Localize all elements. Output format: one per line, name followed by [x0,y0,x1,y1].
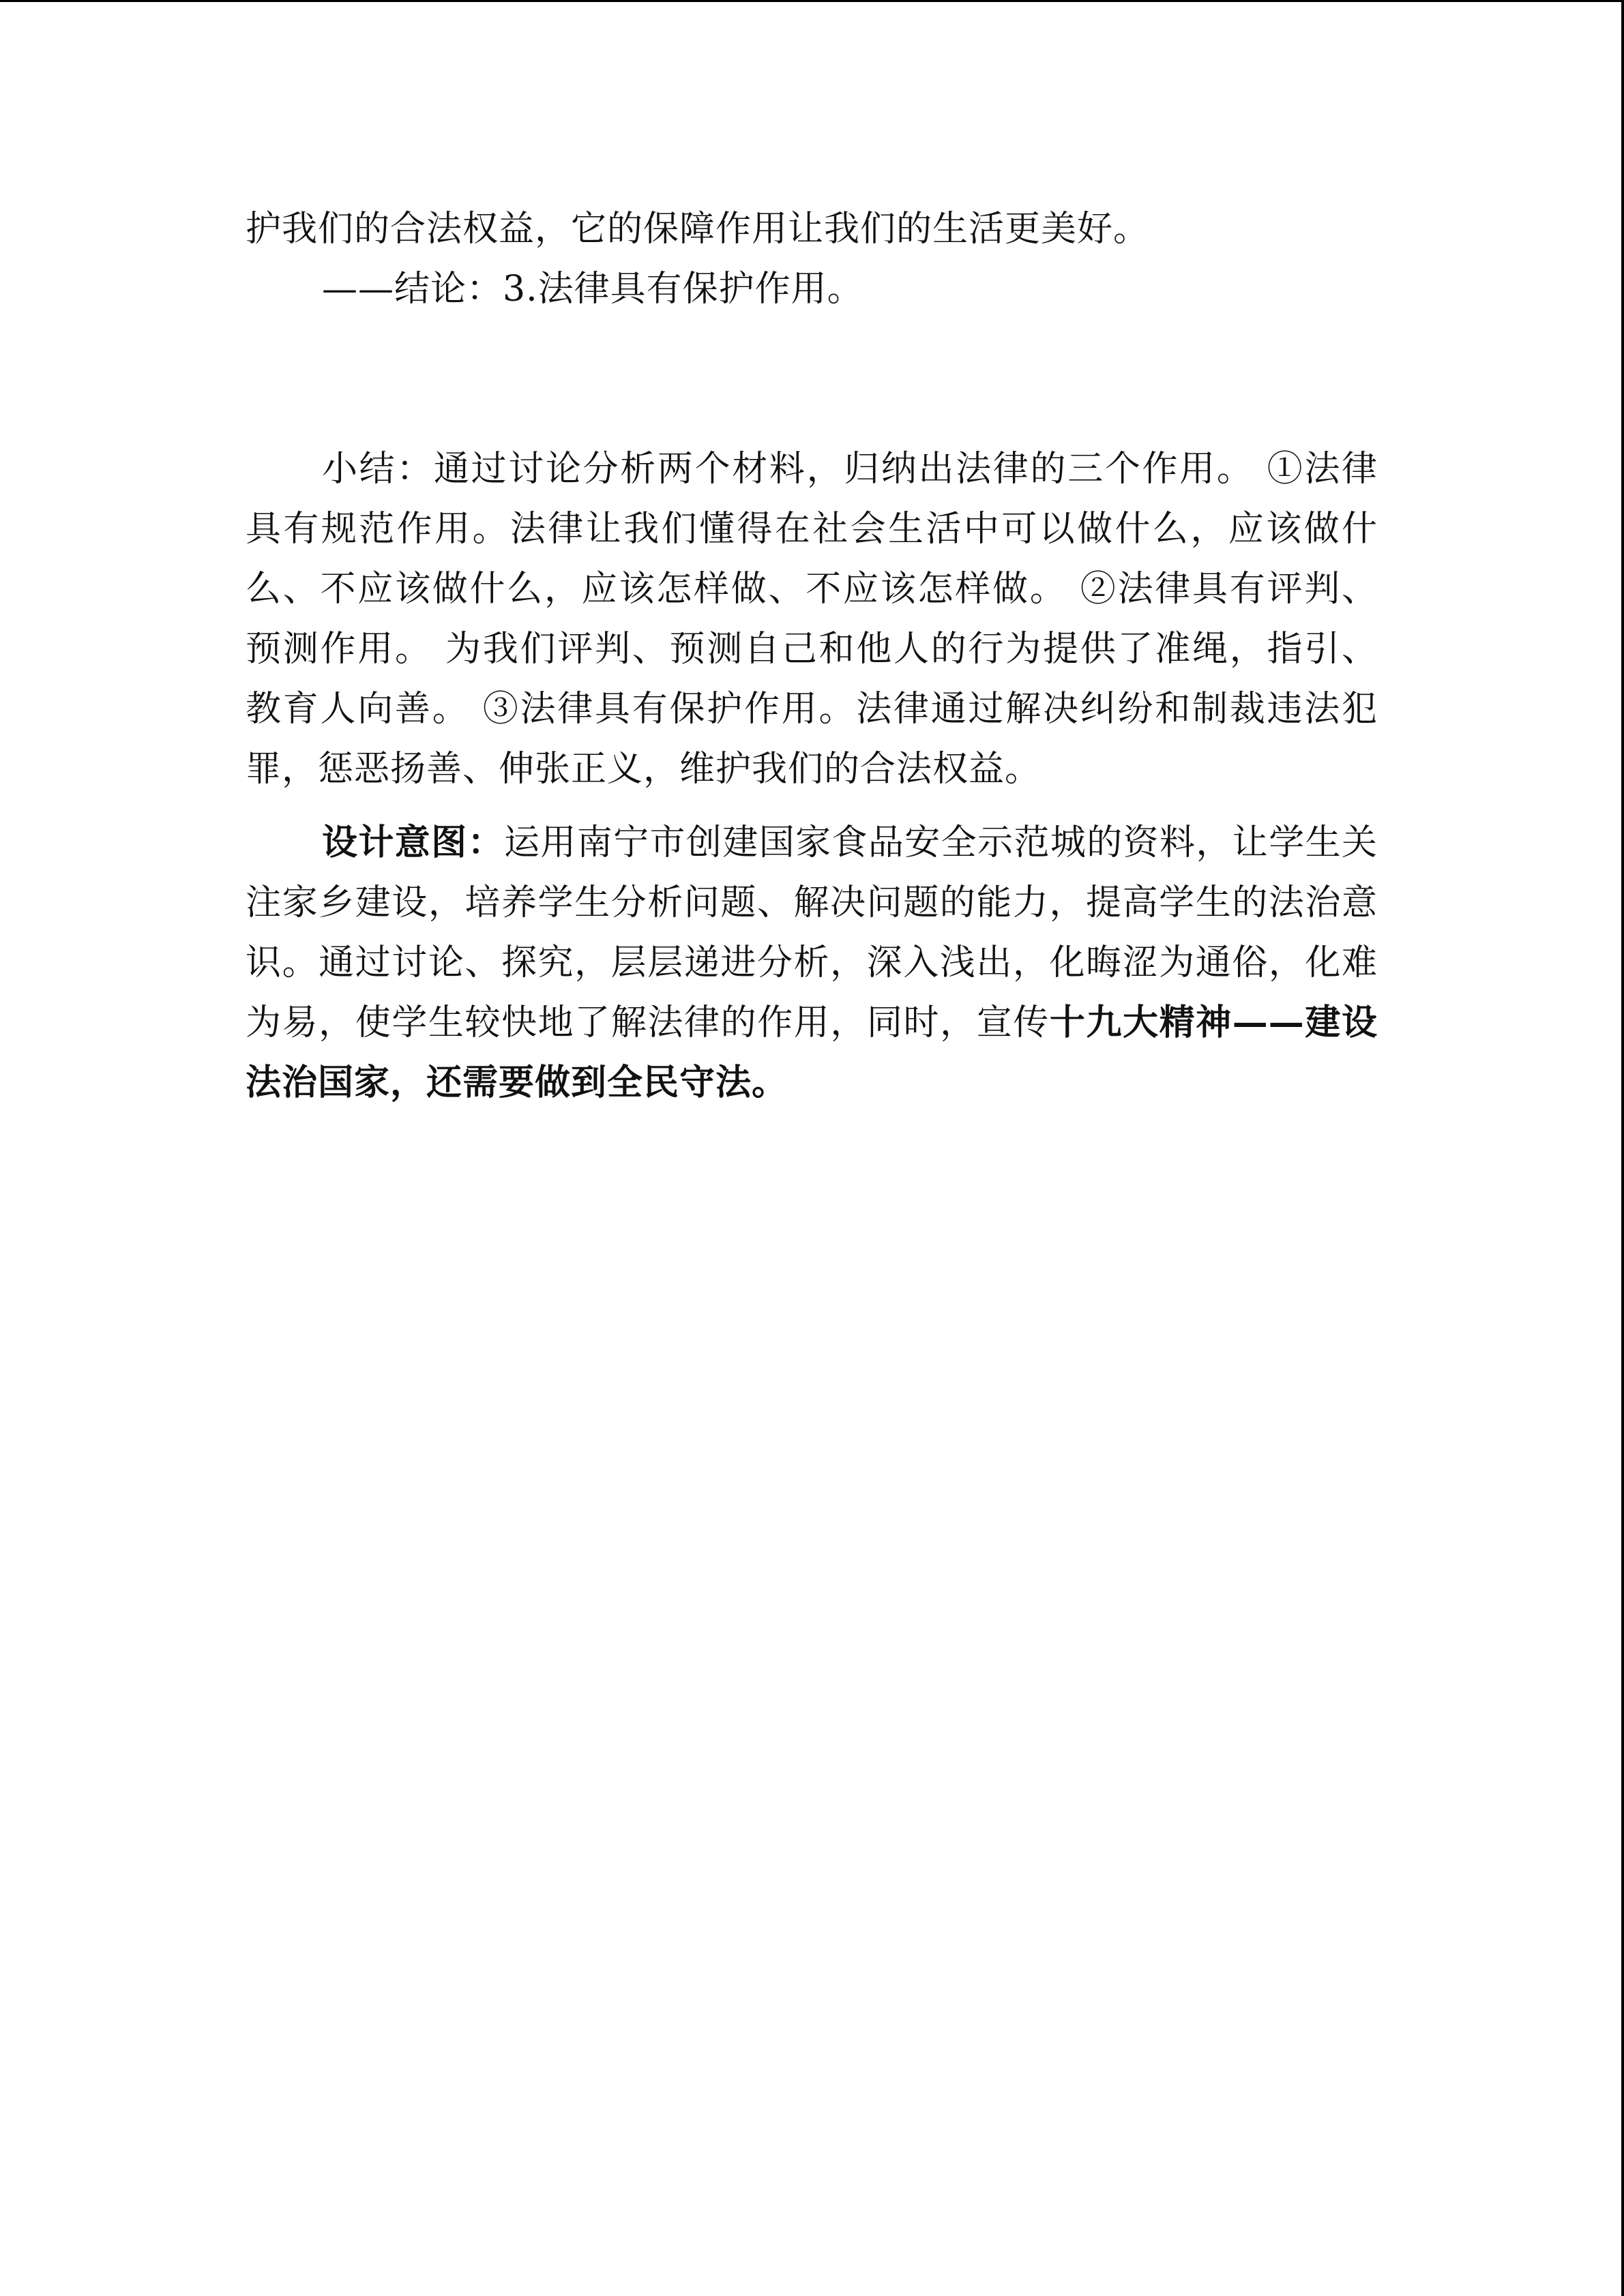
design-intent-body: 运用南宁市创建国家食品安全示范城的资料，让学生关注家乡建设，培养学生分析问题、解决问题的能力，提高学生的法治意识。通过讨论、探究，层层递进分析，深入浅出，化晦涩为通俗，化难为易，使学生较快地了解法律的作用，同时，宣传 [246,822,1378,1043]
paragraph-design-intent [246,813,1378,1113]
page-top-border [0,0,1624,2]
design-intent-label: 设计意图： [322,822,504,863]
page-right-border [1621,0,1624,2296]
paragraph-summary: 小结：通过讨论分析两个材料，归纳出法律的三个作用。 ①法律具有规范作用。法律让我们懂得在社会生活中可以做什么，应该做什么、不应该做什么，应该怎样做、不应该怎样做。 ②法律具有评判、预测作用。 为我们评判、预测自己和他人的行为提供了准绳，指引、教育人向善。 ③法律具有保护作用。法律通过解决纠纷和制裁违法犯罪，惩恶扬善、伸张正义，维护我们的合法权益。 [246,449,1378,790]
paragraph-conclusion: ——结论：3.法律具有保护作用。 [322,269,863,310]
design-intent-bold-ending: 十九大精神——建设法治国家，还需要做到全民守法。 [246,1002,1378,1103]
document-body [246,199,1378,1113]
paragraph-continuation: 护我们的合法权益，它的保障作用让我们的生活更美好。 [246,209,1150,250]
